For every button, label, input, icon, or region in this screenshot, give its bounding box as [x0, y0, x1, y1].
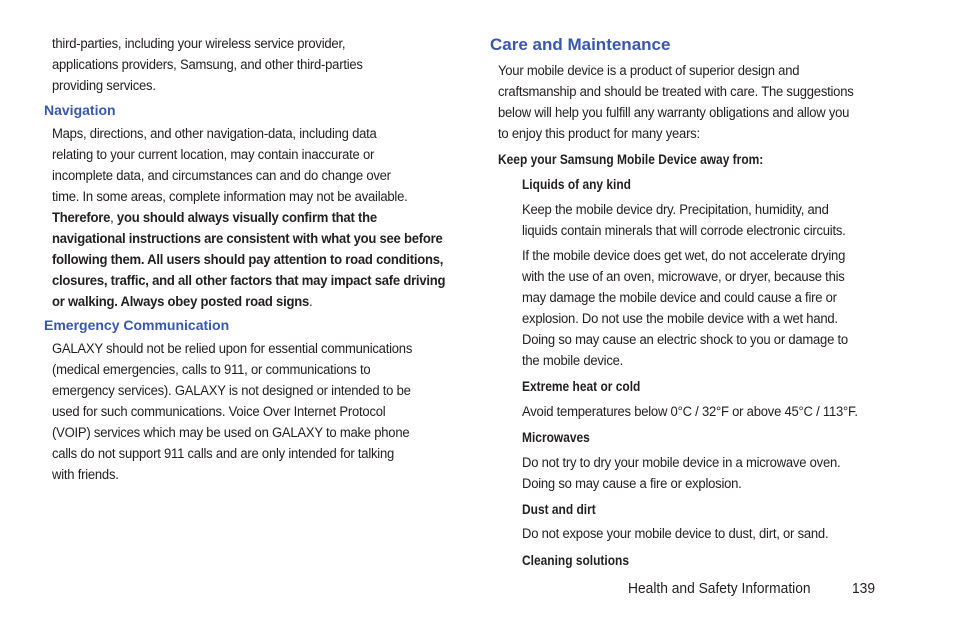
warning-text: you should always visually confirm that the: [113, 210, 377, 226]
dust-heading: [522, 500, 606, 520]
dust-paragraph: [522, 524, 855, 545]
cleaning-heading-text: Cleaning solutions: [522, 553, 630, 568]
text-line: Do not expose your mobile device to dust, dirt, or sand.: [522, 526, 829, 542]
warning-text: or walking. Always obey posted road signs: [52, 294, 310, 310]
text-line: relating to your current location, may contain inaccurate or: [52, 147, 375, 163]
navigation-paragraph: [52, 124, 479, 313]
text-line: GALAXY should not be relied upon for essential communications: [52, 341, 413, 357]
heat-heading-text: Extreme heat or cold: [522, 379, 641, 394]
text-line: Do not try to dry your mobile device in a microwave oven.: [522, 455, 841, 471]
text-line: emergency services). GALAXY is not designed or intended to be: [52, 383, 411, 399]
text-line: time. In some areas, complete information may not be available.: [52, 189, 408, 205]
text-line: to enjoy this product for many years:: [498, 126, 700, 142]
text-line: Your mobile device is a product of superior design and: [498, 63, 800, 79]
microwaves-heading: [522, 428, 599, 448]
liquids-heading: [522, 175, 646, 195]
care-maintenance-heading: Care and Maintenance: [490, 35, 671, 54]
text-line: explosion. Do not use the mobile device with a wet hand.: [522, 311, 838, 327]
text-line: craftsmanship and should be treated with care. The suggestions: [498, 84, 854, 100]
liquids-paragraph-2: [522, 246, 876, 372]
warning-end: .: [309, 294, 313, 310]
text-line: liquids contain minerals that will corrode electronic circuits.: [522, 223, 846, 239]
text-line: incomplete data, and circumstances can and do change over: [52, 168, 391, 184]
warning-line: closures, traffic, and all other factors that may impact safe driving: [52, 273, 446, 289]
warning-line: [52, 292, 445, 313]
text-line: applications providers, Samsung, and other third-parties: [52, 57, 363, 73]
heat-heading: [522, 377, 656, 397]
cleaning-heading: [522, 551, 644, 571]
keep-away-text: Keep your Samsung Mobile Device away from:: [498, 152, 764, 167]
liquids-paragraph-1: [522, 200, 874, 242]
microwaves-paragraph: [522, 453, 868, 495]
text-line: used for such communications. Voice Over Internet Protocol: [52, 404, 386, 420]
liquids-heading-text: Liquids of any kind: [522, 177, 631, 192]
text-line: If the mobile device does get wet, do not accelerate drying: [522, 248, 846, 264]
text-line: Keep the mobile device dry. Precipitation, humidity, and: [522, 202, 829, 218]
microwaves-heading-text: Microwaves: [522, 430, 590, 445]
warning-line: following them. All users should pay attention to road conditions,: [52, 252, 444, 268]
keep-away-heading: [498, 150, 799, 170]
footer-section-title: Health and Safety Information: [628, 580, 811, 597]
text-line: providing services.: [52, 78, 156, 94]
text-line: below will help you fulfill any warranty obligations and allow you: [498, 105, 850, 121]
text-line: with the use of an oven, microwave, or dryer, because this: [522, 269, 845, 285]
emergency-heading: Emergency Communication: [44, 317, 230, 333]
warning-comma: ,: [110, 210, 114, 226]
text-line: (medical emergencies, calls to 911, or communications to: [52, 362, 371, 378]
dust-heading-text: Dust and dirt: [522, 502, 596, 517]
text-line: with friends.: [52, 467, 119, 483]
warning-lead: Therefore: [52, 210, 111, 226]
text-line: Doing so may cause an electric shock to you or damage to: [522, 332, 848, 348]
heat-paragraph: [522, 402, 887, 423]
emergency-paragraph: [52, 339, 443, 486]
text-line: (VOIP) services which may be used on GALAXY to make phone: [52, 425, 410, 441]
text-line: Doing so may cause a fire or explosion.: [522, 476, 742, 492]
navigation-heading: Navigation: [44, 102, 116, 118]
intro-paragraph: [52, 34, 390, 97]
warning-line: [52, 208, 445, 229]
warning-line: navigational instructions are consistent with what you see before: [52, 231, 443, 247]
care-intro-paragraph: [498, 61, 884, 145]
text-line: calls do not support 911 calls and are only intended for talking: [52, 446, 395, 462]
text-line: third-parties, including your wireless service provider,: [52, 36, 346, 52]
text-line: the mobile device.: [522, 353, 624, 369]
text-line: Avoid temperatures below 0°C / 32°F or above 45°C / 113°F.: [522, 404, 858, 420]
text-line: Maps, directions, and other navigation-data, including data: [52, 126, 377, 142]
page-number: 139: [852, 580, 876, 597]
text-line: may damage the mobile device and could cause a fire or: [522, 290, 837, 306]
